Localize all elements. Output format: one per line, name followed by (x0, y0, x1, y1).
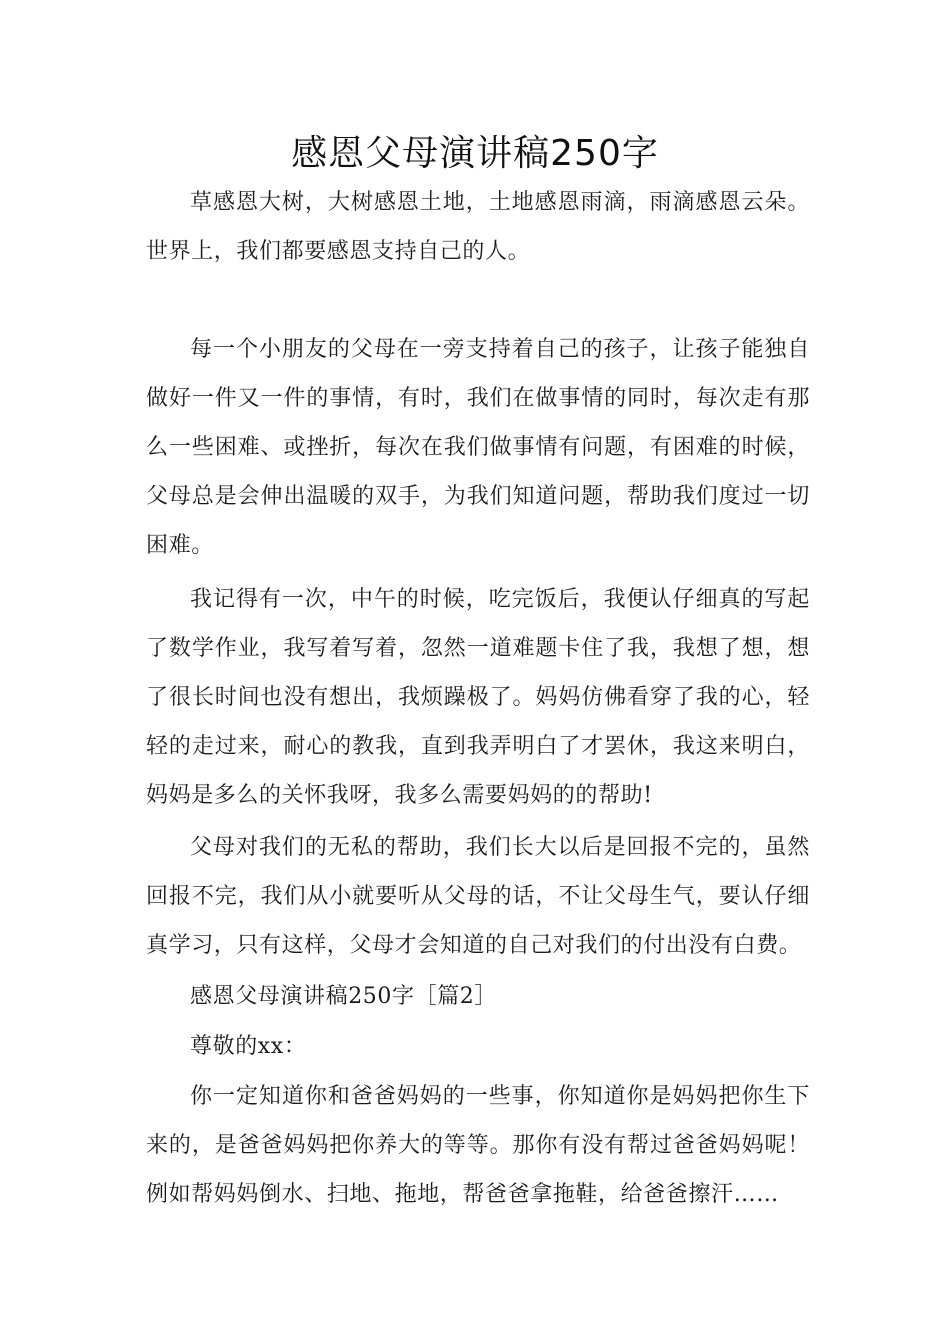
salutation: 尊敬的xx： (190, 1034, 307, 1059)
paragraph: 父母对我们的无私的帮助，我们长大以后是回报不完的，虽然回报不完，我们从小就要听从父母的话，不让父母生气，要认仔细真学习，只有这样，父母才会知道的自己对我们的付出没有白费。 (146, 835, 810, 958)
paragraph-block (146, 1072, 810, 1219)
paragraph: 每一个小朋友的父母在一旁支持着自己的孩子，让孩子能独自做好一件又一件的事情，有时，我们在做事情的同时，每次走有那么一些困难、或挫折，每次在我们做事情有问题，有困难的时候，父母总是会伸出温暖的双手，为我们知道问题，帮助我们度过一切困难。 (146, 337, 810, 558)
salutation-block (146, 1022, 810, 1071)
paragraph-block (146, 823, 810, 970)
paragraph-block (146, 178, 810, 276)
document-title: 感恩父母演讲稿250字 (291, 133, 659, 174)
paragraph: 我记得有一次，中午的时候，吃完饭后，我便认仔细真的写起了数学作业，我写着写着，忽然一道难题卡住了我，我想了想，想了很长时间也没有想出，我烦躁极了。妈妈仿佛看穿了我的心，轻轻的走过来，耐心的教我，直到我弄明白了才罢休，我这来明白，妈妈是多么的关怀我呀，我多么需要妈妈的的帮助! (146, 587, 810, 808)
section-heading-block (146, 972, 810, 1021)
paragraph: 你一定知道你和爸爸妈妈的一些事，你知道你是妈妈把你生下来的，是爸爸妈妈把你养大的等等。那你有没有帮过爸爸妈妈呢！例如帮妈妈倒水、扫地、拖地，帮爸爸拿拖鞋，给爸爸擦汗…… (146, 1084, 810, 1207)
section-heading: 感恩父母演讲稿250字［篇2］ (190, 984, 497, 1009)
paragraph: 草感恩大树，大树感恩土地，土地感恩雨滴，雨滴感恩云朵。世界上，我们都要感恩支持自己的人。 (146, 190, 810, 264)
paragraph-block (146, 325, 810, 570)
paragraph-block (146, 575, 810, 820)
